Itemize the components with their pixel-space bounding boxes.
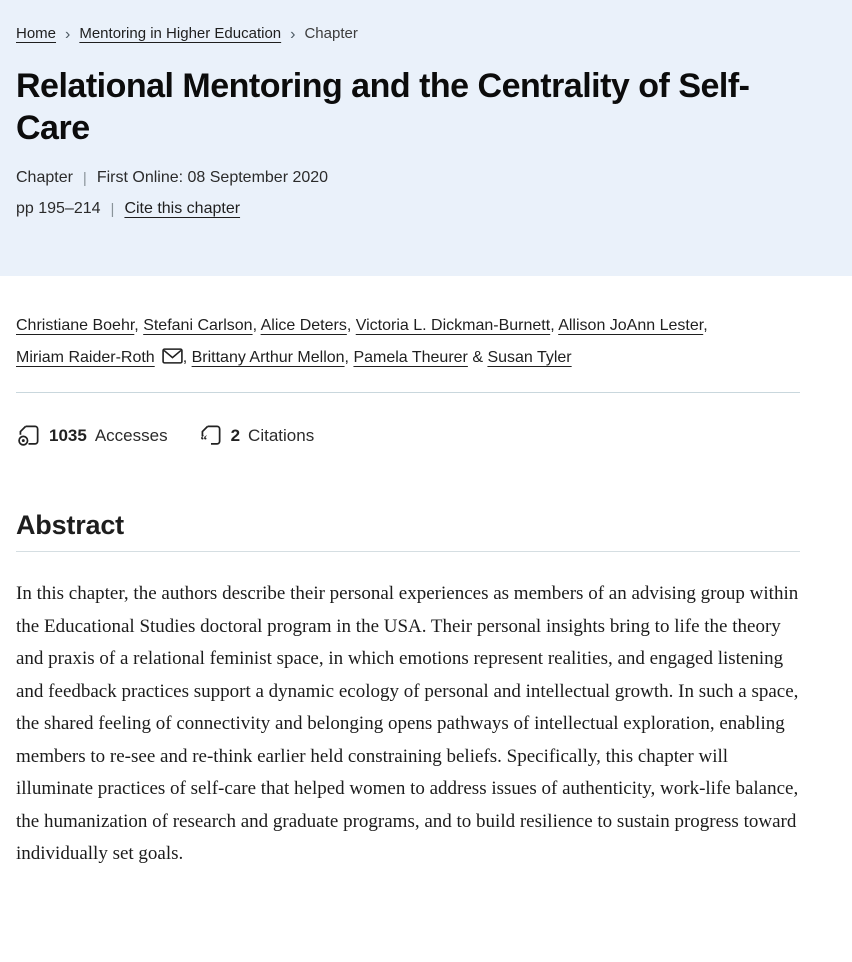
author-separator: , [344,349,354,366]
author-link[interactable]: Allison JoAnn Lester [558,317,704,334]
accesses-count: 1035 [49,425,87,445]
page-range-label: pp 195–214 [16,200,101,217]
author-link[interactable]: Christiane Boehr [16,317,135,334]
accesses-metric [16,423,168,448]
first-online-label: First Online: 08 September 2020 [96,169,329,186]
accesses-icon [16,423,41,448]
chapter-meta-row [16,169,800,187]
author-separator: , [346,317,356,334]
metrics-divider [16,392,800,393]
breadcrumb-link-home[interactable]: Home [16,25,57,42]
citations-count: 2 [230,425,241,445]
author-link[interactable]: Victoria L. Dickman-Burnett [355,317,551,334]
author-link[interactable]: Alice Deters [260,317,347,334]
author-separator: , [550,317,559,334]
chapter-main [0,310,852,871]
author-link[interactable]: Brittany Arthur Mellon [191,349,345,366]
abstract-paragraph: In this chapter, the authors describe their personal experiences as members of an advising group within the Educational Studies doctoral program in the USA. Their personal insights bring to life the theory and praxis of a relational feminist space, in which emotions represent realities, and engaged listening and feedback practices support a dynamic ecology of personal and intellectual growth. In such a space, the shared feeling of connectivity and belonging opens pathways of intellectual exploration, enabling members to re-see and re-think earlier held constraining beliefs. Specifically, this chapter will illuminate practices of self-care that helped women to address issues of authenticity, work-life balance, the humanization of research and graduate programs, and to build resilience to sustain progress toward individually set goals. [16,583,799,864]
author-separator: , [252,317,261,334]
page-title: Relational Mentoring and the Centrality of Self-Care [16,67,750,147]
svg-text:“: “ [200,432,207,448]
authors-list [16,310,800,374]
breadcrumb [16,24,800,44]
author-link[interactable]: Stefani Carlson [143,317,253,334]
pages-meta-row [16,200,800,218]
chevron-right-icon: › [65,25,71,43]
meta-separator: | [82,169,87,187]
author-separator: , [703,317,708,334]
abstract-heading: Abstract [16,510,124,540]
author-separator-amp: & [467,349,488,366]
abstract-divider [16,551,800,552]
cite-this-chapter-link[interactable]: Cite this chapter [124,200,241,217]
author-link-corresponding[interactable]: Miriam Raider-Roth [16,349,155,366]
meta-separator: | [110,200,115,218]
author-separator: , [182,349,192,366]
abstract-section [16,510,800,871]
author-separator: , [134,317,144,334]
citations-icon [198,423,223,448]
breadcrumb-link-book[interactable]: Mentoring in Higher Education [79,25,282,42]
content-type-label: Chapter [16,169,73,186]
citations-metric [198,423,315,448]
metrics-row [16,423,800,448]
chapter-hero [0,0,852,276]
author-link[interactable]: Susan Tyler [487,349,572,366]
chevron-right-icon: › [290,25,296,43]
citations-label: Citations [248,425,315,445]
author-link[interactable]: Pamela Theurer [353,349,468,366]
breadcrumb-current: Chapter [304,25,358,42]
email-icon[interactable] [162,348,183,364]
accesses-label: Accesses [94,425,168,445]
